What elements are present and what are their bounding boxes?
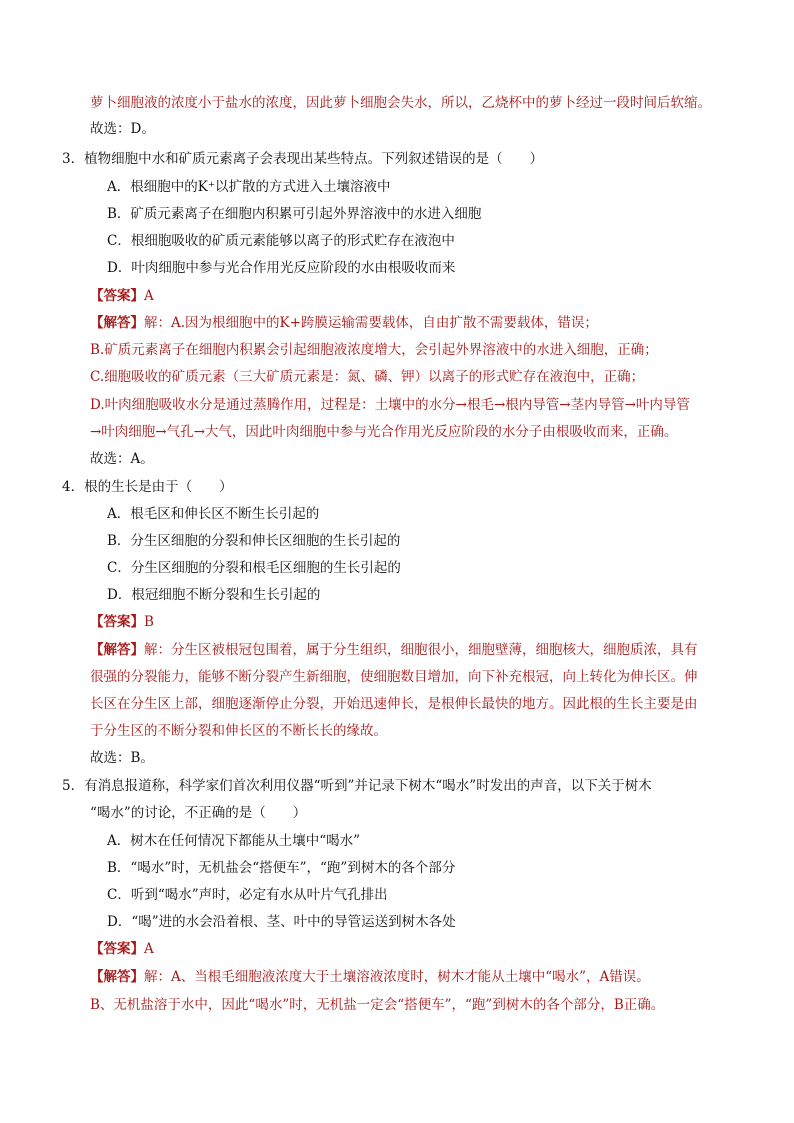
explain-text: 解：A.因为根细胞中的K+跨膜运输需要载体，自由扩散不需要载体，错误； xyxy=(144,315,598,331)
q4-answer xyxy=(90,612,154,632)
explain-text: 解：A、当根毛细胞液浓度大于土壤溶液浓度时，树木才能从土壤中“喝水”，A错误。 xyxy=(144,969,650,985)
q3-stem: 3．植物细胞中水和矿质元素离子会表现出某些特点。下列叙述错误的是（ ） xyxy=(62,151,544,167)
answer-value: A xyxy=(144,288,154,304)
q5-explain-1 xyxy=(90,967,650,987)
q3-option-c: C．根细胞吸收的矿质元素能够以离子的形式贮存在液泡中 xyxy=(107,233,455,249)
explain-text: 解：分生区被根冠包围着，属于分生组织，细胞很小，细胞壁薄，细胞核大，细胞质浓，具有 xyxy=(144,642,698,658)
q5-explain-2: B、无机盐溶于水中，因此“喝水”时，无机盐一定会“搭便车”，“跑”到树木的各个部分，B正确。 xyxy=(90,997,665,1013)
q5-option-d: D．“喝”进的水会沿着根、茎、叶中的导管运送到树木各处 xyxy=(107,914,456,930)
q2-choice: 故选：D。 xyxy=(90,121,155,137)
q3-answer xyxy=(90,286,154,306)
answer-tag: 【答案】 xyxy=(90,941,144,957)
q4-option-b: B．分生区细胞的分裂和伸长区细胞的生长引起的 xyxy=(107,533,401,549)
q3-explain-1 xyxy=(90,313,598,333)
q4-explain-3: 长区在分生区上部，细胞逐渐停止分裂，开始迅速伸长，是根伸长最快的地方。因此根的生长主要是由 xyxy=(90,696,698,712)
q5-stem-1: 5．有消息报道称，科学家们首次利用仪器“听到”并记录下树木“喝水”时发出的声音，以下关于树木 xyxy=(62,778,652,794)
q4-explain-1 xyxy=(90,640,698,660)
explain-tag: 【解答】 xyxy=(90,315,144,331)
q5-answer xyxy=(90,939,154,959)
answer-tag: 【答案】 xyxy=(90,288,144,304)
explain-tag: 【解答】 xyxy=(90,642,144,658)
q3-choice: 故选：A。 xyxy=(90,451,154,467)
q5-stem-2: “喝水”的讨论，不正确的是（ ） xyxy=(90,805,307,821)
q4-option-c: C．分生区细胞的分裂和根毛区细胞的生长引起的 xyxy=(107,560,401,576)
q3-option-a: A．根细胞中的K⁺以扩散的方式进入土壤溶液中 xyxy=(107,179,391,195)
q4-choice: 故选：B。 xyxy=(90,750,154,766)
q5-option-b: B．“喝水”时，无机盐会“搭便车”，“跑”到树木的各个部分 xyxy=(107,860,456,876)
q2-explain-tail: 萝卜细胞液的浓度小于盐水的浓度，因此萝卜细胞会失水，所以，乙烧杯中的萝卜经过一段时间后软缩。 xyxy=(90,95,711,111)
q3-explain-3: C.细胞吸收的矿质元素（三大矿质元素是：氮、磷、钾）以离子的形式贮存在液泡中，正确； xyxy=(90,369,645,385)
answer-value: A xyxy=(144,941,154,957)
q3-explain-4: D.叶肉细胞吸收水分是通过蒸腾作用，过程是：土壤中的水分→根毛→根内导管→茎内导管→叶内导管 xyxy=(90,397,690,413)
q3-explain-5: →叶肉细胞→气孔→大气，因此叶肉细胞中参与光合作用光反应阶段的水分子由根吸收而来，正确。 xyxy=(90,424,678,440)
answer-value: B xyxy=(144,614,154,630)
q4-option-d: D．根冠细胞不断分裂和生长引起的 xyxy=(107,587,321,603)
q4-stem: 4．根的生长是由于（ ） xyxy=(62,479,233,495)
q4-explain-2: 很强的分裂能力，能够不断分裂产生新细胞，使细胞数目增加，向下补充根冠，向上转化为伸长区。伸 xyxy=(90,669,698,685)
answer-tag: 【答案】 xyxy=(90,614,144,630)
q5-option-a: A．树木在任何情况下都能从土壤中“喝水” xyxy=(107,833,361,849)
q4-explain-4: 于分生区的不断分裂和伸长区的不断长长的缘故。 xyxy=(90,723,387,739)
q3-option-d: D．叶肉细胞中参与光合作用光反应阶段的水由根吸收而来 xyxy=(107,260,456,276)
q3-option-b: B．矿质元素离子在细胞内积累可引起外界溶液中的水进入细胞 xyxy=(107,206,482,222)
explain-tag: 【解答】 xyxy=(90,969,144,985)
q4-option-a: A．根毛区和伸长区不断生长引起的 xyxy=(107,506,320,522)
q3-explain-2: B.矿质元素离子在细胞内积累会引起细胞液浓度增大，会引起外界溶液中的水进入细胞，正确； xyxy=(90,342,658,358)
q5-option-c: C．听到“喝水”声时，必定有水从叶片气孔排出 xyxy=(107,887,388,903)
